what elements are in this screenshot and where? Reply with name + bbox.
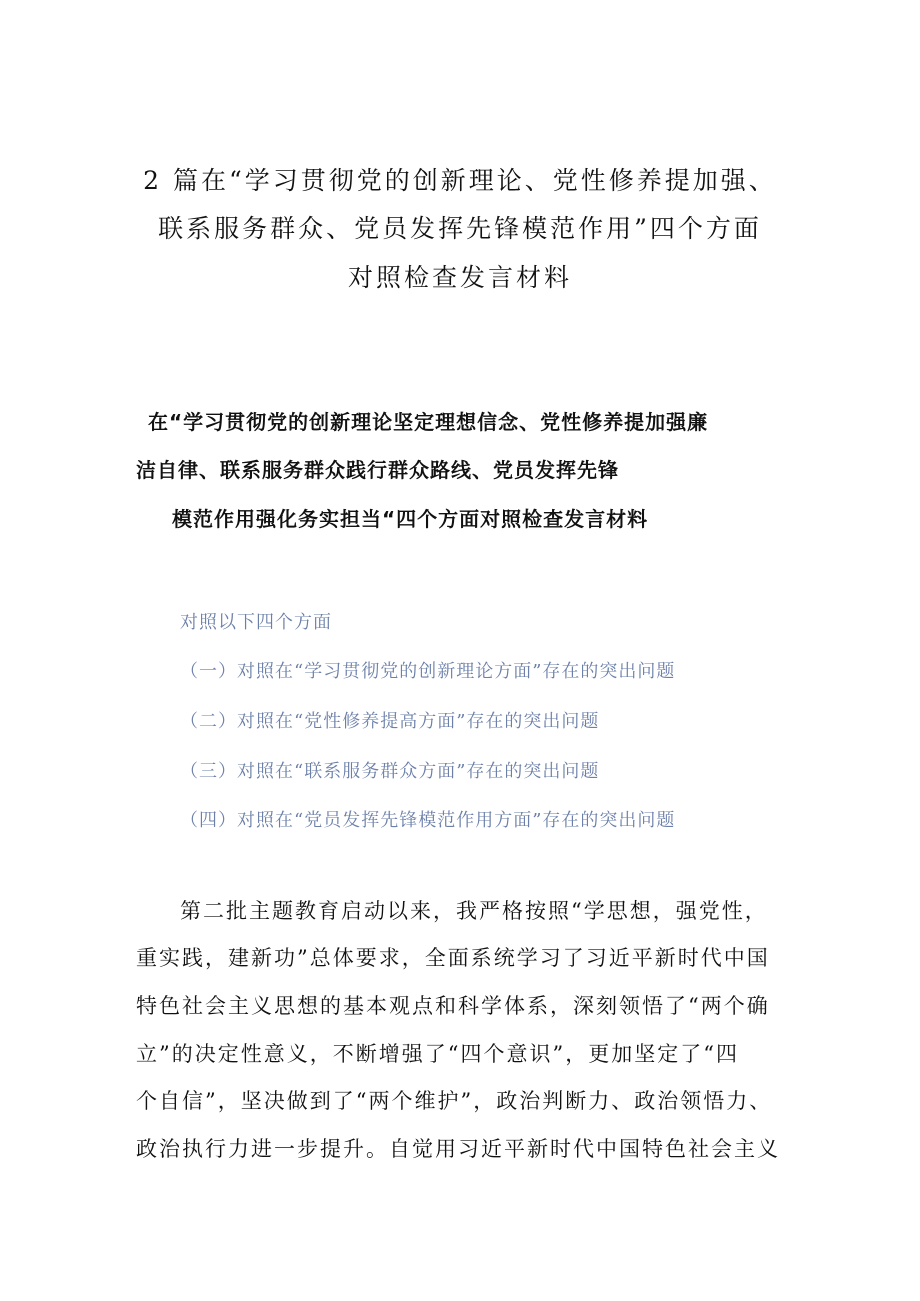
title-line-2: 联系服务群众、党员发挥先锋模范作用”四个方面 — [158, 214, 762, 243]
title-line-3: 对照检查发言材料 — [347, 263, 572, 292]
toc-item-3[interactable]: （三）对照在“联系服务群众方面”存在的突出问题 — [180, 761, 600, 782]
toc-item-1[interactable]: （一）对照在“学习贯彻党的创新理论方面”存在的突出问题 — [180, 661, 676, 682]
body-line-1: 第二批主题教育启动以来，我严格按照“学思想，强党性， — [180, 899, 768, 923]
toc-heading[interactable]: 对照以下四个方面 — [180, 612, 332, 633]
body-line-5: 个自信”，坚决做到了“两个维护”，政治判断力、政治领悟力、 — [136, 1089, 773, 1113]
subtitle-line-1: 在“学习贯彻党的创新理论坚定理想信念、党性修养提加强廉 — [148, 410, 709, 434]
body-line-2: 重实践，建新功”总体要求，全面系统学习了习近平新时代中国 — [136, 946, 770, 970]
toc-item-2[interactable]: （二）对照在“党性修养提高方面”存在的突出问题 — [180, 711, 600, 732]
subtitle-line-3: 模范作用强化务实担当“四个方面对照检查发言材料 — [172, 507, 649, 531]
subtitle-line-2: 洁自律、联系服务群众践行群众路线、党员发挥先锋 — [136, 458, 619, 482]
body-line-4: 立”的决定性意义，不断增强了“四个意识”，更加坚定了“四 — [136, 1042, 739, 1066]
title-line-1: 2 篇在“学习贯彻党的创新理论、党性修养提加强、 — [143, 166, 777, 195]
body-line-3: 特色社会主义思想的基本观点和科学体系，深刻领悟了“两个确 — [136, 994, 770, 1018]
toc-item-4[interactable]: （四）对照在“党员发挥先锋模范作用方面”存在的突出问题 — [180, 810, 676, 831]
body-line-6: 政治执行力进一步提升。自觉用习近平新时代中国特色社会主义 — [136, 1137, 780, 1161]
